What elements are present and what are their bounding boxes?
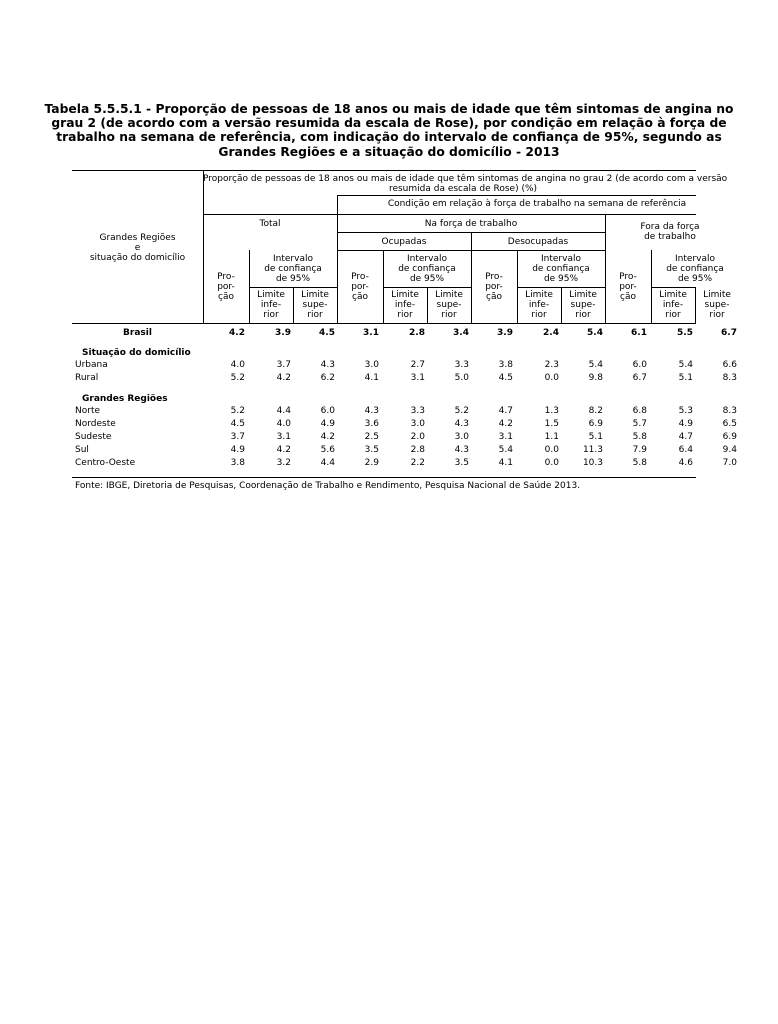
- table-cell: 4.9: [678, 419, 693, 429]
- table-cell: 2.8: [409, 328, 425, 338]
- table-cell: 8.2: [588, 406, 603, 416]
- desocupadas-header: Desocupadas: [507, 237, 569, 247]
- table-cell: 4.5: [498, 373, 513, 383]
- na-forca-header: Na força de trabalho: [424, 219, 518, 229]
- table-cell: 11.3: [582, 445, 603, 455]
- limite-superior-header: Limite supe- rior: [703, 290, 731, 320]
- table-cell: 1.3: [544, 406, 559, 416]
- table-cell: 6.7: [721, 328, 737, 338]
- title-line: trabalho na semana de referência, com indicação do intervalo de confiança de 95%, segundo as: [56, 130, 722, 145]
- table-cell: 2.4: [543, 328, 559, 338]
- table-cell: 5.7: [632, 419, 647, 429]
- table-cell: 0.0: [544, 445, 559, 455]
- table-cell: 0.0: [544, 458, 559, 468]
- table-cell: 6.5: [722, 419, 737, 429]
- table-cell: 3.0: [454, 432, 469, 442]
- table-cell: 2.2: [410, 458, 425, 468]
- fora-header: Fora da força de trabalho: [640, 222, 700, 242]
- table-cell: 3.8: [230, 458, 245, 468]
- main-header: Proporção de pessoas de 18 anos ou mais de idade que têm sintomas de angina no grau 2 (de acordo com a versão resumida da escala de Rose) (%): [203, 174, 728, 194]
- stub-header: Grandes Regiões e situação do domicílio: [89, 233, 186, 263]
- table-cell: 7.9: [632, 445, 647, 455]
- limite-inferior-header: Limite infe- rior: [257, 290, 285, 320]
- table-cell: 5.2: [230, 406, 245, 416]
- table-cell: 3.5: [454, 458, 469, 468]
- table-cell: 3.7: [230, 432, 245, 442]
- table-cell: 3.1: [363, 328, 379, 338]
- table-cell: 5.8: [632, 432, 647, 442]
- section-label: Situação do domicílio: [82, 348, 191, 358]
- table-cell: 8.3: [722, 373, 737, 383]
- table-cell: 5.6: [320, 445, 335, 455]
- table-cell: 5.2: [454, 406, 469, 416]
- table-cell: 0.0: [544, 373, 559, 383]
- table-cell: 6.6: [722, 360, 737, 370]
- table-cell: 3.7: [276, 360, 291, 370]
- ocupadas-header: Ocupadas: [381, 237, 427, 247]
- table-cell: 5.8: [632, 458, 647, 468]
- limite-superior-header: Limite supe- rior: [569, 290, 597, 320]
- table-cell: 4.2: [498, 419, 513, 429]
- total-header: Total: [259, 219, 281, 229]
- table-cell: 4.1: [498, 458, 513, 468]
- table-cell: 2.8: [410, 445, 425, 455]
- table-cell: 3.1: [276, 432, 291, 442]
- table-cell: 4.0: [230, 360, 245, 370]
- table-cell: 5.1: [588, 432, 603, 442]
- table-cell: 4.2: [229, 328, 245, 338]
- table-cell: 4.9: [230, 445, 245, 455]
- source-note: Fonte: IBGE, Diretoria de Pesquisas, Coordenação de Trabalho e Rendimento, Pesquisa Nacional de Saúde 2013.: [75, 481, 581, 491]
- table-cell: 5.5: [677, 328, 693, 338]
- table-cell: 5.2: [230, 373, 245, 383]
- table-cell: 4.5: [230, 419, 245, 429]
- table-cell: 1.5: [544, 419, 559, 429]
- table-cell: 4.3: [454, 419, 469, 429]
- table-cell: 9.8: [588, 373, 603, 383]
- rule-vertical: [337, 195, 338, 323]
- table-cell: 10.3: [582, 458, 603, 468]
- table-cell: 3.4: [453, 328, 469, 338]
- limite-inferior-header: Limite infe- rior: [391, 290, 419, 320]
- table-cell: 4.1: [364, 373, 379, 383]
- table-cell: 4.9: [320, 419, 335, 429]
- limite-inferior-header: Limite infe- rior: [659, 290, 687, 320]
- table-cell: 5.4: [498, 445, 513, 455]
- table-cell: 6.7: [632, 373, 647, 383]
- intervalo-header: Intervalo de confiança de 95%: [398, 254, 456, 284]
- table-cell: 4.3: [454, 445, 469, 455]
- table-cell: 2.3: [544, 360, 559, 370]
- table-cell: 2.0: [410, 432, 425, 442]
- table-cell: 3.8: [498, 360, 513, 370]
- proporcao-header: Pro- por- ção: [351, 272, 369, 302]
- row-label: Rural: [75, 373, 99, 383]
- table-cell: 3.0: [364, 360, 379, 370]
- table-cell: 6.1: [631, 328, 647, 338]
- table-cell: 2.9: [364, 458, 379, 468]
- table-cell: 3.1: [410, 373, 425, 383]
- table-cell: 4.5: [319, 328, 335, 338]
- table-cell: 5.1: [678, 373, 693, 383]
- row-label: Sul: [75, 445, 89, 455]
- table-cell: 3.1: [498, 432, 513, 442]
- table-cell: 3.6: [364, 419, 379, 429]
- table-cell: 4.4: [320, 458, 335, 468]
- table-cell: 6.0: [632, 360, 647, 370]
- table-cell: 4.4: [276, 406, 291, 416]
- rule-header: [203, 214, 696, 215]
- row-label: Brasil: [123, 328, 152, 338]
- table-cell: 3.5: [364, 445, 379, 455]
- data-table: [72, 170, 737, 490]
- table-cell: 3.3: [454, 360, 469, 370]
- condicao-header: Condição em relação à força de trabalho na semana de referência: [387, 199, 687, 209]
- table-cell: 8.3: [722, 406, 737, 416]
- title-line: Grandes Regiões e a situação do domicílio - 2013: [218, 144, 560, 159]
- limite-superior-header: Limite supe- rior: [301, 290, 329, 320]
- section-label: Grandes Regiões: [82, 394, 168, 404]
- title-line: grau 2 (de acordo com a versão resumida da escala de Rose), por condição em relação à força de: [51, 116, 727, 131]
- table-cell: 4.2: [320, 432, 335, 442]
- table-cell: 7.0: [722, 458, 737, 468]
- row-label: Sudeste: [75, 432, 112, 442]
- intervalo-header: Intervalo de confiança de 95%: [666, 254, 724, 284]
- table-cell: 6.9: [722, 432, 737, 442]
- table-cell: 4.7: [678, 432, 693, 442]
- rule-bottom: [72, 477, 696, 478]
- table-cell: 5.4: [588, 360, 603, 370]
- table-cell: 4.3: [364, 406, 379, 416]
- intervalo-header: Intervalo de confiança de 95%: [532, 254, 590, 284]
- table-cell: 4.3: [320, 360, 335, 370]
- row-label: Nordeste: [75, 419, 116, 429]
- table-cell: 6.2: [320, 373, 335, 383]
- intervalo-header: Intervalo de confiança de 95%: [264, 254, 322, 284]
- proporcao-header: Pro- por- ção: [217, 272, 235, 302]
- table-cell: 2.5: [364, 432, 379, 442]
- proporcao-header: Pro- por- ção: [619, 272, 637, 302]
- table-cell: 3.0: [410, 419, 425, 429]
- table-cell: 6.4: [678, 445, 693, 455]
- table-cell: 4.2: [276, 373, 291, 383]
- title-line: Tabela 5.5.5.1 - Proporção de pessoas de 18 anos ou mais de idade que têm sintomas de angina no: [44, 102, 734, 116]
- table-cell: 1.1: [544, 432, 559, 442]
- table-cell: 3.9: [275, 328, 291, 338]
- table-cell: 5.4: [678, 360, 693, 370]
- table-cell: 6.9: [588, 419, 603, 429]
- table-cell: 4.6: [678, 458, 693, 468]
- limite-inferior-header: Limite infe- rior: [525, 290, 553, 320]
- limite-superior-header: Limite supe- rior: [435, 290, 463, 320]
- rule-top: [72, 170, 696, 171]
- table-cell: 9.4: [722, 445, 737, 455]
- row-label: Centro-Oeste: [75, 458, 136, 468]
- proporcao-header: Pro- por- ção: [485, 272, 503, 302]
- table-cell: 5.4: [587, 328, 603, 338]
- table-cell: 2.7: [410, 360, 425, 370]
- row-label: Norte: [75, 406, 101, 416]
- rule-header-bottom: [72, 323, 696, 324]
- table-cell: 3.2: [276, 458, 291, 468]
- rule-header: [337, 195, 696, 196]
- table-title: [0, 102, 778, 159]
- table-cell: 3.3: [410, 406, 425, 416]
- rule-header: [651, 287, 696, 288]
- table-cell: 4.0: [276, 419, 291, 429]
- row-label: Urbana: [75, 360, 108, 370]
- table-cell: 5.3: [678, 406, 693, 416]
- table-cell: 5.0: [454, 373, 469, 383]
- table-cell: 6.0: [320, 406, 335, 416]
- table-cell: 4.7: [498, 406, 513, 416]
- table-cell: 3.9: [497, 328, 513, 338]
- table-cell: 4.2: [276, 445, 291, 455]
- table-cell: 6.8: [632, 406, 647, 416]
